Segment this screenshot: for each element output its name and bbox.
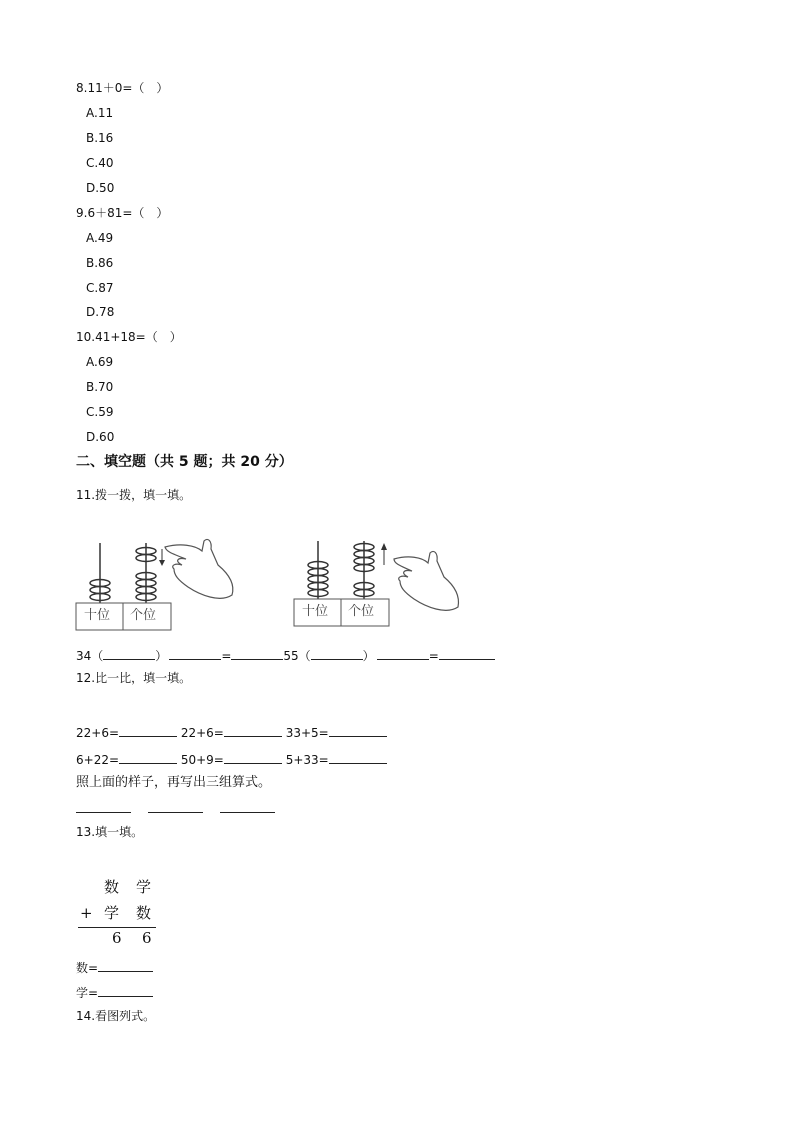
question-10-stem: 10.41+18=（ ） [76,330,182,344]
question-8-option-b[interactable]: B.16 [86,131,114,145]
q11-blank-2[interactable] [169,647,221,660]
q12-blank[interactable] [329,724,387,737]
q12-answer-line-3[interactable] [220,812,275,813]
question-9-option-a[interactable]: A.49 [86,231,114,245]
question-9-stem: 9.6＋81=（ ） [76,206,169,220]
sum-line [78,927,156,928]
v-row2-tens: 学 [104,904,120,922]
q11-blank-1[interactable] [103,647,155,660]
q12-blank[interactable] [119,724,177,737]
q12-expr: 22+6= [180,726,224,740]
q12-answer-line-2[interactable] [148,812,203,813]
q11-left-number: 34 [76,649,92,663]
v-result-tens: 6 [112,929,122,947]
q12-answer-line-1[interactable] [76,812,131,813]
q11-blank-5[interactable] [377,647,429,660]
question-11-stem: 11.拨一拨，填一填。 [76,488,192,502]
question-8-option-a[interactable]: A.11 [86,106,114,120]
question-14-stem: 14.看图列式。 [76,1009,156,1023]
q12-row-1 [76,724,387,740]
q13-xue-blank[interactable] [98,984,153,997]
q13-shu-label: 数= [76,961,99,975]
q13-xue-row [76,984,153,1000]
plus-sign: + [80,904,93,922]
q11-blank-3[interactable] [231,647,283,660]
q13-shu-blank[interactable] [98,959,153,972]
equals-sign: = [221,649,232,663]
q12-blank[interactable] [329,751,387,764]
abacus-right-rods [288,535,488,635]
question-10-option-c[interactable]: C.59 [86,405,114,419]
q11-blank-6[interactable] [439,647,495,660]
question-9-option-c[interactable]: C.87 [86,281,114,295]
abacus-left-tens-label: 十位 [84,608,111,623]
q12-expr: 50+9= [180,753,224,767]
v-row1-ones: 学 [136,878,152,896]
q11-answer-row [76,647,495,663]
q12-row-2 [76,751,387,767]
q11-right-number: 55 [283,649,299,663]
abacus-left-ones-label: 个位 [130,608,157,623]
v-result-ones: 6 [142,929,152,947]
section-2-heading: 二、填空题（共 5 题；共 20 分） [76,454,293,470]
paren-open: （ [91,649,104,663]
abacus-right-tens-label: 十位 [302,604,329,619]
v-row2-ones: 数 [136,904,152,922]
q11-blank-4[interactable] [311,647,363,660]
q12-expr: 33+5= [285,726,329,740]
q12-expr: 22+6= [76,726,120,740]
question-8-option-c[interactable]: C.40 [86,156,114,170]
question-10-option-b[interactable]: B.70 [86,380,114,394]
paren-open: （ [298,649,311,663]
q12-expr: 6+22= [76,753,120,767]
equals-sign: = [428,649,439,663]
q12-blank[interactable] [224,724,282,737]
question-13-stem: 13.填一填。 [76,825,144,839]
question-8-option-d[interactable]: D.50 [86,181,115,195]
q12-blank[interactable] [224,751,282,764]
q12-expr: 5+33= [285,753,329,767]
q13-shu-row [76,959,153,975]
question-12-stem: 12.比一比，填一填。 [76,671,192,685]
question-8-stem: 8.11＋0=（ ） [76,81,169,95]
v-row1-tens: 数 [104,878,120,896]
q12-blank[interactable] [119,751,177,764]
abacus-right-ones-label: 个位 [348,604,375,619]
paren-close: ） [155,649,168,663]
question-9-option-b[interactable]: B.86 [86,256,114,270]
paren-close: ） [362,649,375,663]
question-10-option-d[interactable]: D.60 [86,430,115,444]
question-10-option-a[interactable]: A.69 [86,355,114,369]
q12-instruction: 照上面的样子，再写出三组算式。 [76,775,272,790]
q13-xue-label: 学= [76,986,99,1000]
question-9-option-d[interactable]: D.78 [86,305,115,319]
